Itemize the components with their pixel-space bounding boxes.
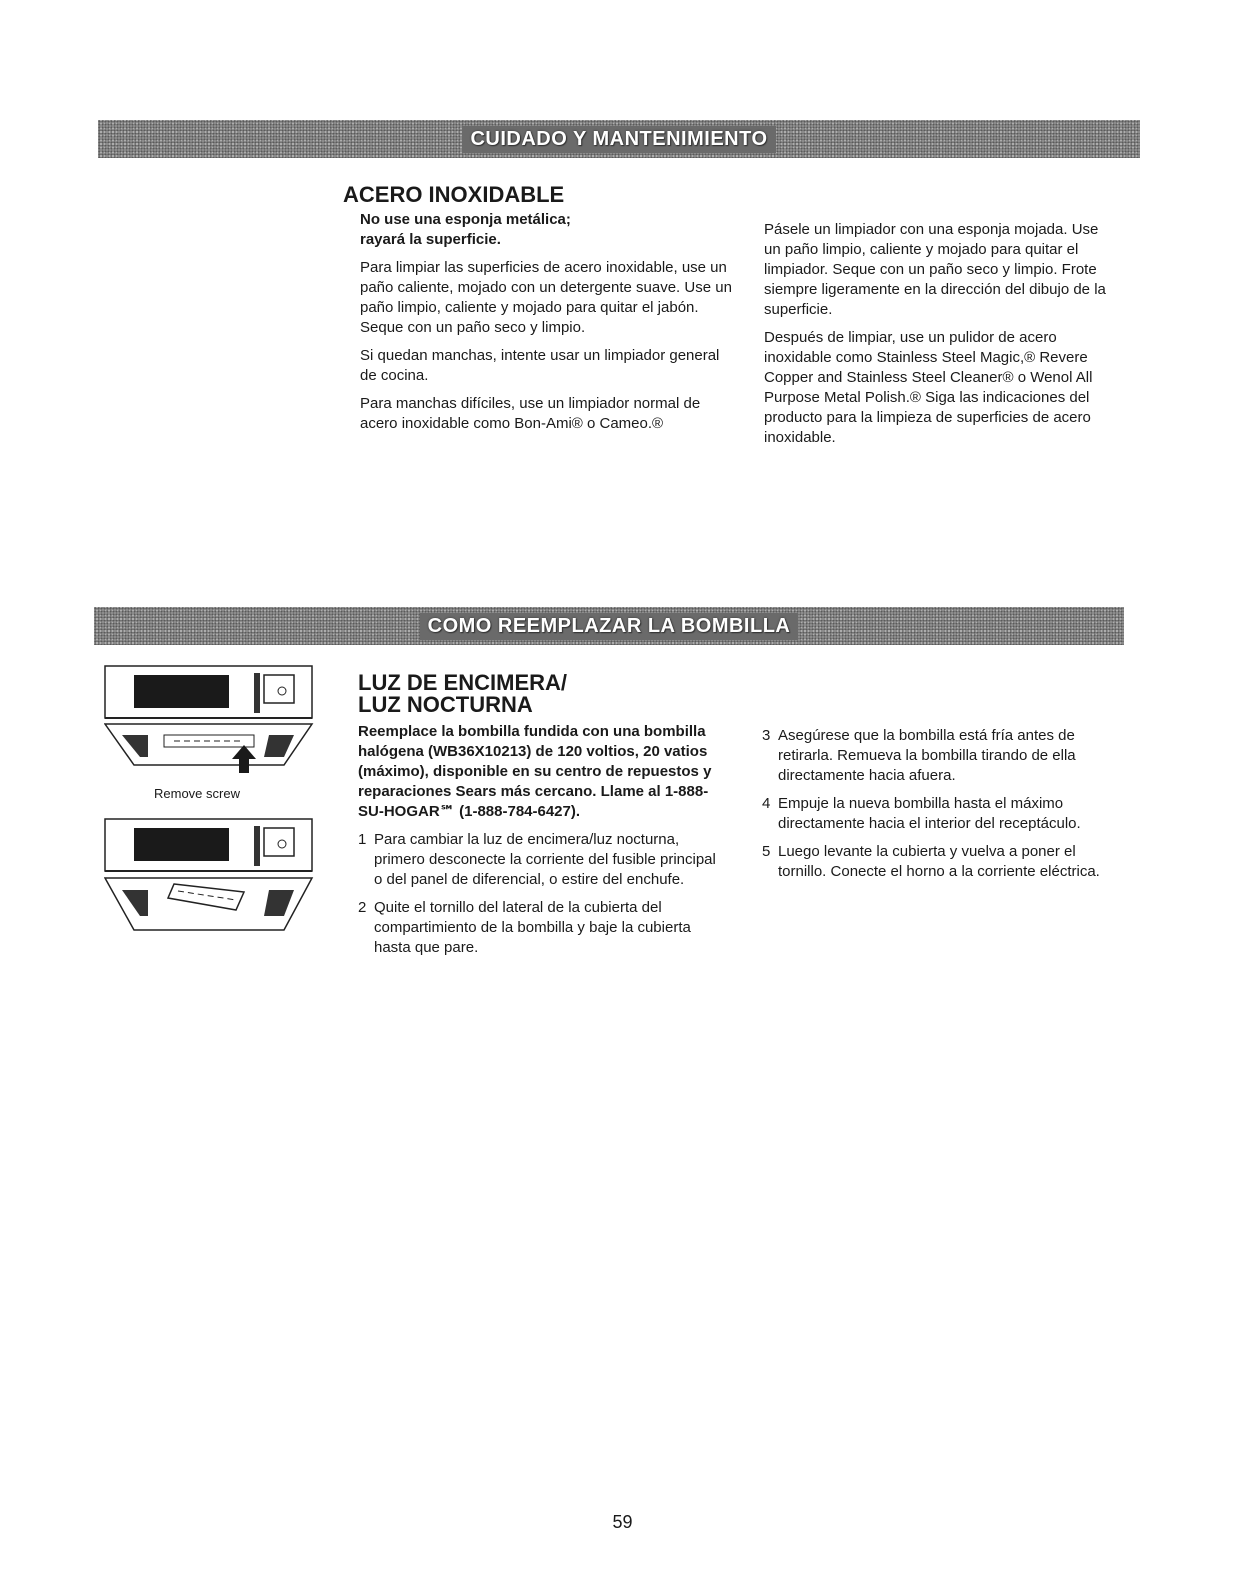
section-banner-bulb [94, 607, 1124, 645]
step-item: 2 Quite el tornillo del lateral de la cubierta del compartimiento de la bombilla y baje la cubierta hasta que pare. [358, 899, 691, 956]
paragraph: Pásele un limpiador con una esponja mojada. Use un paño limpio, caliente y mojado para quitar el limpiador. Seque con un paño seco y limpio. Frote siempre ligeramente en la dirección del dibujo de la superficie. [764, 221, 1106, 318]
paragraph: Para limpiar las superficies de acero inoxidable, use un paño caliente, mojado con un detergente suave. Use un paño limpio, caliente y mojado para quitar el jabón. Seque con un paño seco y limpio. [360, 259, 732, 336]
oven-light-diagram-2 [104, 818, 318, 933]
paragraph: Para manchas difíciles, use un limpiador normal de acero inoxidable como Bon-Ami® o Cameo.® [360, 395, 701, 432]
step-item: 3 Asegúrese que la bombilla está fría antes de retirarla. Remueva la bombilla tirando de ella directamente hacia afuera. [762, 727, 1076, 784]
banner-title: COMO REEMPLAZAR LA BOMBILLA [420, 613, 799, 640]
oven-light-diagram-1 [104, 665, 318, 777]
banner-title: CUIDADO Y MANTENIMIENTO [462, 126, 775, 153]
stainless-right-column [764, 220, 1112, 456]
stainless-left-column [360, 210, 735, 442]
paragraph: Si quedan manchas, intente usar un limpiador general de cocina. [360, 347, 720, 384]
bulb-left-column [358, 722, 718, 966]
paragraph: Después de limpiar, use un pulidor de acero inoxidable como Stainless Steel Magic,® Revere Copper and Stainless Steel Cleaner® o Wenol All Purpose Metal Polish.® Siga las indicaciones del producto para la limpieza de superficies de acero inoxidable. [764, 329, 1093, 446]
warning-text: No use una esponja metálica; rayará la superficie. [360, 211, 571, 248]
bulb-right-column [762, 726, 1112, 890]
step-item: 1 Para cambiar la luz de encimera/luz nocturna, primero desconecte la corriente del fusible principal o del panel de diferencial, o estire del enchufe. [358, 831, 716, 888]
step-item: 5 Luego levante la cubierta y vuelva a poner el tornillo. Conecte el horno a la corriente eléctrica. [762, 843, 1100, 880]
step-item: 4 Empuje la nueva bombilla hasta el máximo directamente hacia el interior del receptáculo. [762, 795, 1081, 832]
intro-text: Reemplace la bombilla fundida con una bombilla halógena (WB36X10213) de 120 voltios, 20 vatios (máximo), disponible en su centro de repuestos y reparaciones Sears más cercano. Llame al 1-888-SU-HOGAR℠ (1-888-784-6427). [358, 723, 712, 820]
heading-counter-light: LUZ DE ENCIMERA/ LUZ NOCTURNA [358, 670, 567, 717]
page-number: 59 [612, 1512, 633, 1532]
figure-caption: Remove screw [154, 786, 240, 801]
heading-stainless-steel: ACERO INOXIDABLE [343, 182, 565, 207]
section-banner-care [98, 120, 1140, 158]
